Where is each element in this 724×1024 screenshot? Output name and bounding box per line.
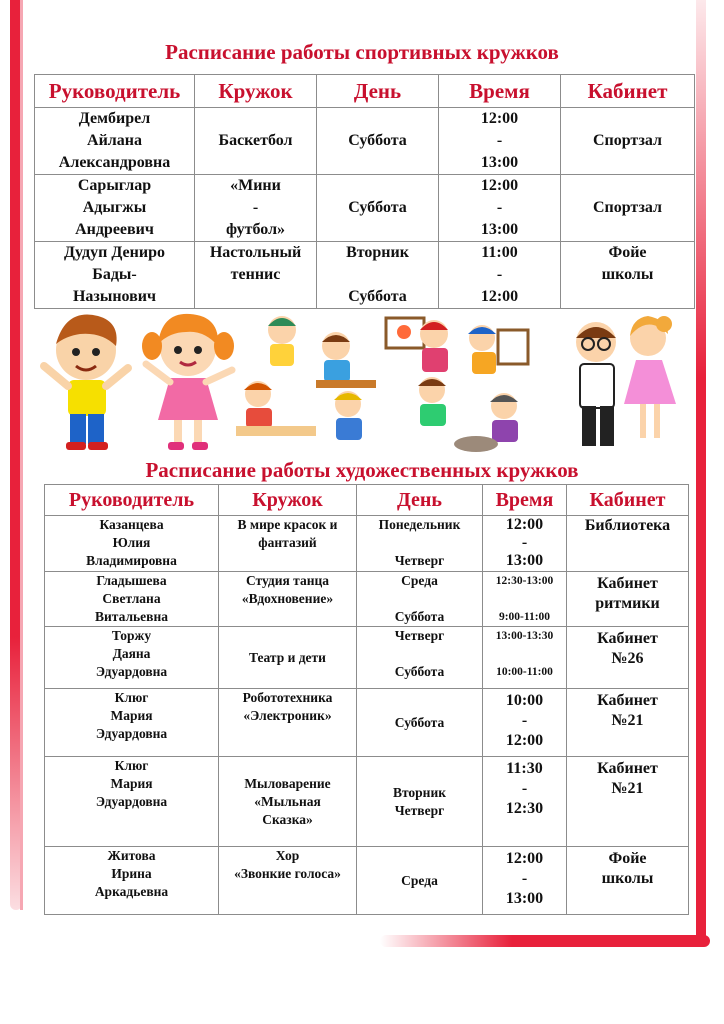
day-cell: Понедельник Четверг bbox=[357, 516, 483, 572]
room-cell: Фойе школы bbox=[567, 847, 689, 915]
table-row bbox=[45, 689, 689, 757]
club-cell: Настольный теннис bbox=[195, 242, 317, 309]
dancing-couple-icon bbox=[576, 316, 676, 446]
room-cell: Фойе школы bbox=[561, 242, 695, 309]
header-club: Кружок bbox=[195, 75, 317, 108]
leader-cell: Клюг Мария Эдуардовна bbox=[45, 689, 219, 757]
table-row bbox=[45, 516, 689, 572]
day-cell: Вторник Суббота bbox=[317, 242, 439, 309]
day-cell: Четверг Суббота bbox=[357, 627, 483, 689]
sports-schedule-table bbox=[34, 74, 695, 309]
leader-cell: Казанцева Юлия Владимировна bbox=[45, 516, 219, 572]
bottom-red-border bbox=[380, 935, 710, 947]
room-cell: Кабинет №21 bbox=[567, 689, 689, 757]
table-header-row bbox=[35, 75, 695, 108]
club-cell: «Мини - футбол» bbox=[195, 175, 317, 242]
table-row bbox=[45, 572, 689, 627]
table-row bbox=[45, 757, 689, 847]
header-time: Время bbox=[483, 485, 567, 516]
day-cell: Суббота bbox=[317, 108, 439, 175]
club-cell: Робототехника «Электроник» bbox=[219, 689, 357, 757]
table-row bbox=[35, 242, 695, 309]
leader-cell: Сарыглар Адыгжы Андреевич bbox=[35, 175, 195, 242]
time-cell: 12:00 - 13:00 bbox=[439, 175, 561, 242]
table-row bbox=[35, 108, 695, 175]
club-cell: В мире красок и фантазий bbox=[219, 516, 357, 572]
header-time: Время bbox=[439, 75, 561, 108]
arts-schedule-table bbox=[44, 484, 689, 915]
day-cell: Среда bbox=[357, 847, 483, 915]
room-cell: Спортзал bbox=[561, 175, 695, 242]
day-cell: Суббота bbox=[317, 175, 439, 242]
room-cell: Кабинет ритмики bbox=[567, 572, 689, 627]
header-day: День bbox=[317, 75, 439, 108]
time-cell: 11:00 - 12:00 bbox=[439, 242, 561, 309]
time-cell: 12:00 - 13:00 bbox=[439, 108, 561, 175]
leader-cell: Дембирел Айлана Александровна bbox=[35, 108, 195, 175]
room-cell: Кабинет №21 bbox=[567, 757, 689, 847]
day-cell: Вторник Четверг bbox=[357, 757, 483, 847]
cartoon-girl-icon bbox=[142, 314, 234, 450]
table-row bbox=[45, 627, 689, 689]
time-cell: 11:30 - 12:30 bbox=[483, 757, 567, 847]
table-header-row bbox=[45, 485, 689, 516]
leader-cell: Гладышева Светлана Витальевна bbox=[45, 572, 219, 627]
sports-title: Расписание работы спортивных кружков bbox=[165, 40, 559, 64]
club-cell: Мыловарение «Мыльная Сказка» bbox=[219, 757, 357, 847]
club-cell: Театр и дети bbox=[219, 627, 357, 689]
day-cell: Суббота bbox=[357, 689, 483, 757]
room-cell: Кабинет №26 bbox=[567, 627, 689, 689]
time-cell: 13:00-13:30 10:00-11:00 bbox=[483, 627, 567, 689]
time-cell: 12:00 - 13:00 bbox=[483, 516, 567, 572]
left-pink-border bbox=[20, 0, 23, 910]
header-room: Кабинет bbox=[561, 75, 695, 108]
time-cell: 10:00 - 12:00 bbox=[483, 689, 567, 757]
club-cell: Хор «Звонкие голоса» bbox=[219, 847, 357, 915]
day-cell: Среда Суббота bbox=[357, 572, 483, 627]
time-cell: 12:00 - 13:00 bbox=[483, 847, 567, 915]
leader-cell: Житова Ирина Аркадьевна bbox=[45, 847, 219, 915]
table-row bbox=[45, 847, 689, 915]
club-cell: Баскетбол bbox=[195, 108, 317, 175]
header-club: Кружок bbox=[219, 485, 357, 516]
header-room: Кабинет bbox=[567, 485, 689, 516]
time-cell: 12:30-13:00 9:00-11:00 bbox=[483, 572, 567, 627]
room-cell: Библиотека bbox=[567, 516, 689, 572]
arts-title: Расписание работы художественных кружков bbox=[145, 458, 579, 482]
children-illustration bbox=[36, 308, 696, 460]
table-row bbox=[35, 175, 695, 242]
leader-cell: Дудуп Дениро Бады- Назынович bbox=[35, 242, 195, 309]
room-cell: Спортзал bbox=[561, 108, 695, 175]
club-cell: Студия танца «Вдохновение» bbox=[219, 572, 357, 627]
leader-cell: Торжу Даяна Эдуардовна bbox=[45, 627, 219, 689]
leader-cell: Клюг Мария Эдуардовна bbox=[45, 757, 219, 847]
header-leader: Руководитель bbox=[45, 485, 219, 516]
header-day: День bbox=[357, 485, 483, 516]
header-leader: Руководитель bbox=[35, 75, 195, 108]
kids-activities-icon bbox=[236, 316, 528, 452]
cartoon-boy-icon bbox=[44, 315, 128, 450]
